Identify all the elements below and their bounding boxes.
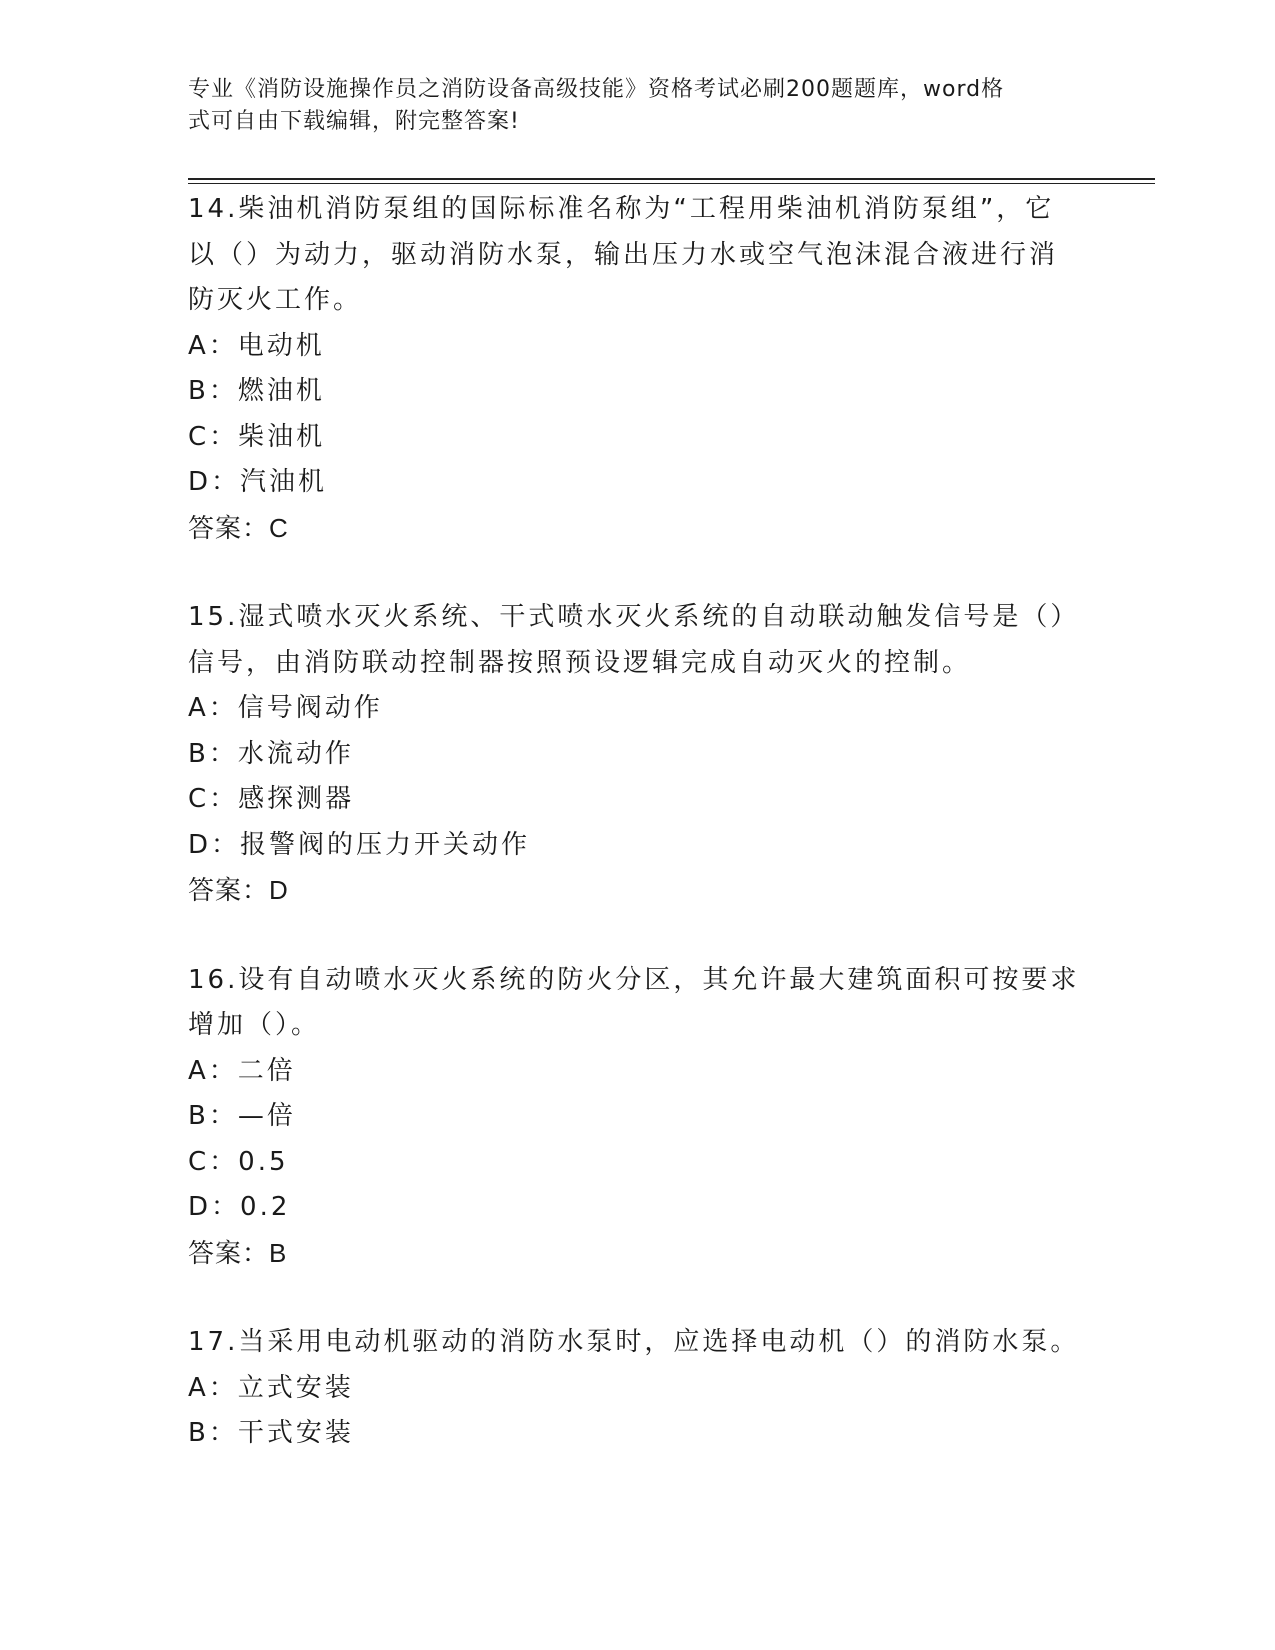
option-d: D：报警阀的压力开关动作	[188, 829, 531, 860]
option-b: B：干式安装	[188, 1418, 354, 1448]
header-divider	[188, 183, 1155, 184]
header-line: 式可自由下载编辑，附完整答案!	[188, 109, 520, 134]
option-c: C：0.5	[188, 1146, 289, 1177]
question-stem: 17.当采用电动机驱动的消防水泵时，应选择电动机（）的消防水泵。	[188, 1327, 1080, 1357]
option-a: A：信号阀动作	[188, 693, 383, 723]
option-a: A：电动机	[188, 330, 325, 361]
answer-line: 答案：C	[188, 512, 289, 543]
option-d: D：0.2	[188, 1192, 291, 1222]
question-stem: 增加（）。	[188, 1010, 321, 1040]
question-block	[188, 595, 1088, 914]
answer-line: 答案：D	[188, 875, 289, 905]
option-c: C：柴油机	[188, 421, 326, 452]
header-divider	[188, 178, 1155, 180]
option-d: D：汽油机	[188, 467, 328, 497]
question-block	[188, 1320, 1088, 1457]
question-block	[188, 958, 1088, 1277]
option-b: B：—倍	[188, 1101, 296, 1131]
question-stem: 16.设有自动喷水灭火系统的防火分区，其允许最大建筑面积可按要求	[188, 964, 1080, 995]
question-stem: 15.湿式喷水灭火系统、干式喷水灭火系统的自动联动触发信号是（）	[188, 602, 1080, 632]
question-list	[188, 187, 1088, 1457]
option-a: A：立式安装	[188, 1372, 354, 1403]
question-stem: 14.柴油机消防泵组的国际标准名称为“工程用柴油机消防泵组”，它	[188, 194, 1055, 224]
option-b: B：水流动作	[188, 738, 354, 769]
question-stem: 以（）为动力，驱动消防水泵，输出压力水或空气泡沫混合液进行消	[188, 239, 1059, 270]
question-stem: 信号，由消防联动控制器按照预设逻辑完成自动灭火的控制。	[188, 647, 972, 678]
header-line: 专业《消防设施操作员之消防设备高级技能》资格考试必刷200题题库，word格	[188, 77, 1005, 102]
question-spacer	[188, 914, 1088, 958]
question-spacer	[188, 1276, 1088, 1320]
option-c: C：感探测器	[188, 784, 355, 814]
option-b: B：燃油机	[188, 376, 325, 406]
answer-line: 答案：B	[188, 1237, 288, 1268]
option-a: A：二倍	[188, 1055, 296, 1086]
question-block	[188, 187, 1088, 551]
document-header	[188, 74, 1068, 138]
question-stem: 防灭火工作。	[188, 285, 363, 315]
question-spacer	[188, 551, 1088, 595]
